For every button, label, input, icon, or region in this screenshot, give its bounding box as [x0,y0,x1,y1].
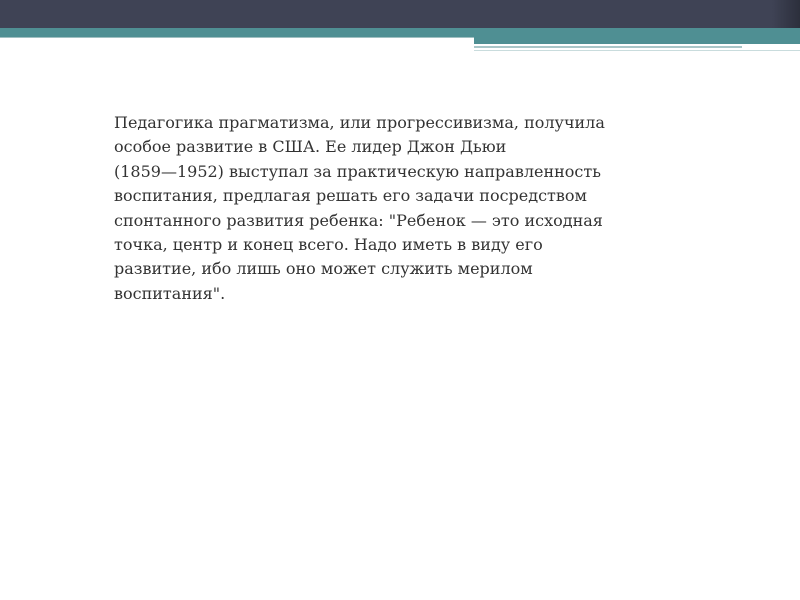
paragraph-line: воспитания". [114,283,226,303]
accent-band [0,28,800,37]
divider-line [474,46,742,48]
divider-line [0,37,474,38]
paragraph-line: Педагогика прагматизма, или прогрессивизма, получила [114,113,605,132]
paragraph-line: развитие, ибо лишь оно может служить мерилом [114,259,533,279]
paragraph-line: воспитания, предлагая решать его задачи посредством [114,186,587,206]
paragraph-line: особое развитие в США. Ее лидер Джон Дьюи [114,137,507,157]
paragraph-line: точка, центр и конец всего. Надо иметь в виду его [114,235,543,255]
paragraph-line: спонтанного развития ребенка: "Ребенок — это исходная [114,210,603,230]
accent-band-right [474,37,800,44]
body-paragraph [114,111,674,306]
divider-line [474,50,800,51]
header-bar-corner [772,0,800,28]
header-bar [0,0,800,28]
paragraph-line: (1859—1952) выступал за практическую направленность [114,161,601,181]
